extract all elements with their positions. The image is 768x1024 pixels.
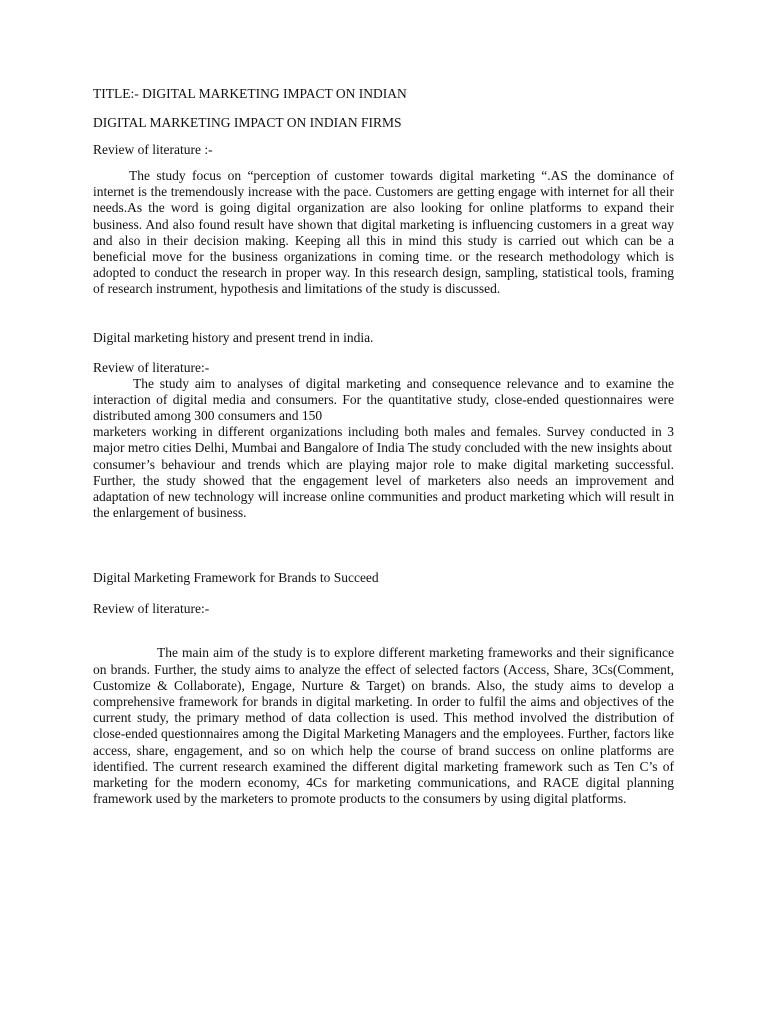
document-body [93, 86, 674, 807]
section-2-paragraph-part-2: marketers working in different organizations including both males and females. Survey conducted in 3 major metro cities Delhi, Mumbai and Bangalore of India The study concluded with the new insights about [93, 424, 674, 456]
section-2-review-label: Review of literature:- [93, 359, 210, 375]
section-1-paragraph: The study focus on “perception of customer towards digital marketing “.AS the dominance of internet is the tremendously increase with the pace. Customers are getting engage with internet for all their needs.As the word is going digital organization are also looking for online platforms to expand their business. And also found result have shown that digital marketing is influencing customers in a great way and also in their decision making. Keeping all this in mind this study is carried out which can be a beneficial move for the business organizations in coming time. or the research methodology which is adopted to conduct the research in proper way. In this research design, sampling, statistical tools, framing of research instrument, hypothesis and limitations of the study is discussed. [93, 168, 674, 297]
section-2-heading: Digital marketing history and present trend in india. [93, 329, 374, 345]
section-1-review-label: Review of literature :- [93, 142, 213, 157]
section-2-paragraph-part-1: The study aim to analyses of digital marketing and consequence relevance and to examine the interaction of digital media and consumers. For the quantitative study, close-ended questionnaires were distributed among 300 consumers and 150 [93, 375, 674, 424]
section-3-review-label: Review of literature:- [93, 601, 210, 617]
section-2-paragraph-part-3: consumer’s behaviour and trends which are playing major role to make digital marketing successful. Further, the study showed that the engagement level of marketers also needs an improvement and adaptation of new technology will increase online communities and product marketing which will result in the enlargement of business. [93, 456, 674, 521]
section-3-heading: Digital Marketing Framework for Brands to Succeed [93, 570, 379, 586]
document-subtitle: DIGITAL MARKETING IMPACT ON INDIAN FIRMS [93, 115, 402, 130]
document-title: TITLE:- DIGITAL MARKETING IMPACT ON INDIAN [93, 86, 407, 101]
section-3-paragraph: The main aim of the study is to explore different marketing frameworks and their significance on brands. Further, the study aims to analyze the effect of selected factors (Access, Share, 3Cs(Comment, Customize & Collaborate), Engage, Nurture & Target) on brands. Also, the study aims to develop a comprehensive framework for brands in digital marketing. In order to fulfil the aims and objectives of the current study, the primary method of data collection is used. This method involved the distribution of close-ended questionnaires among the Digital Marketing Managers and the employees. Further, factors like access, share, engagement, and so on which help the course of brand success on online platforms are identified. The current research examined the different digital marketing framework such as Ten C’s of marketing for the modern economy, 4Cs for marketing communications, and RACE digital planning framework used by the marketers to promote products to the consumers by using digital platforms. [93, 645, 674, 807]
